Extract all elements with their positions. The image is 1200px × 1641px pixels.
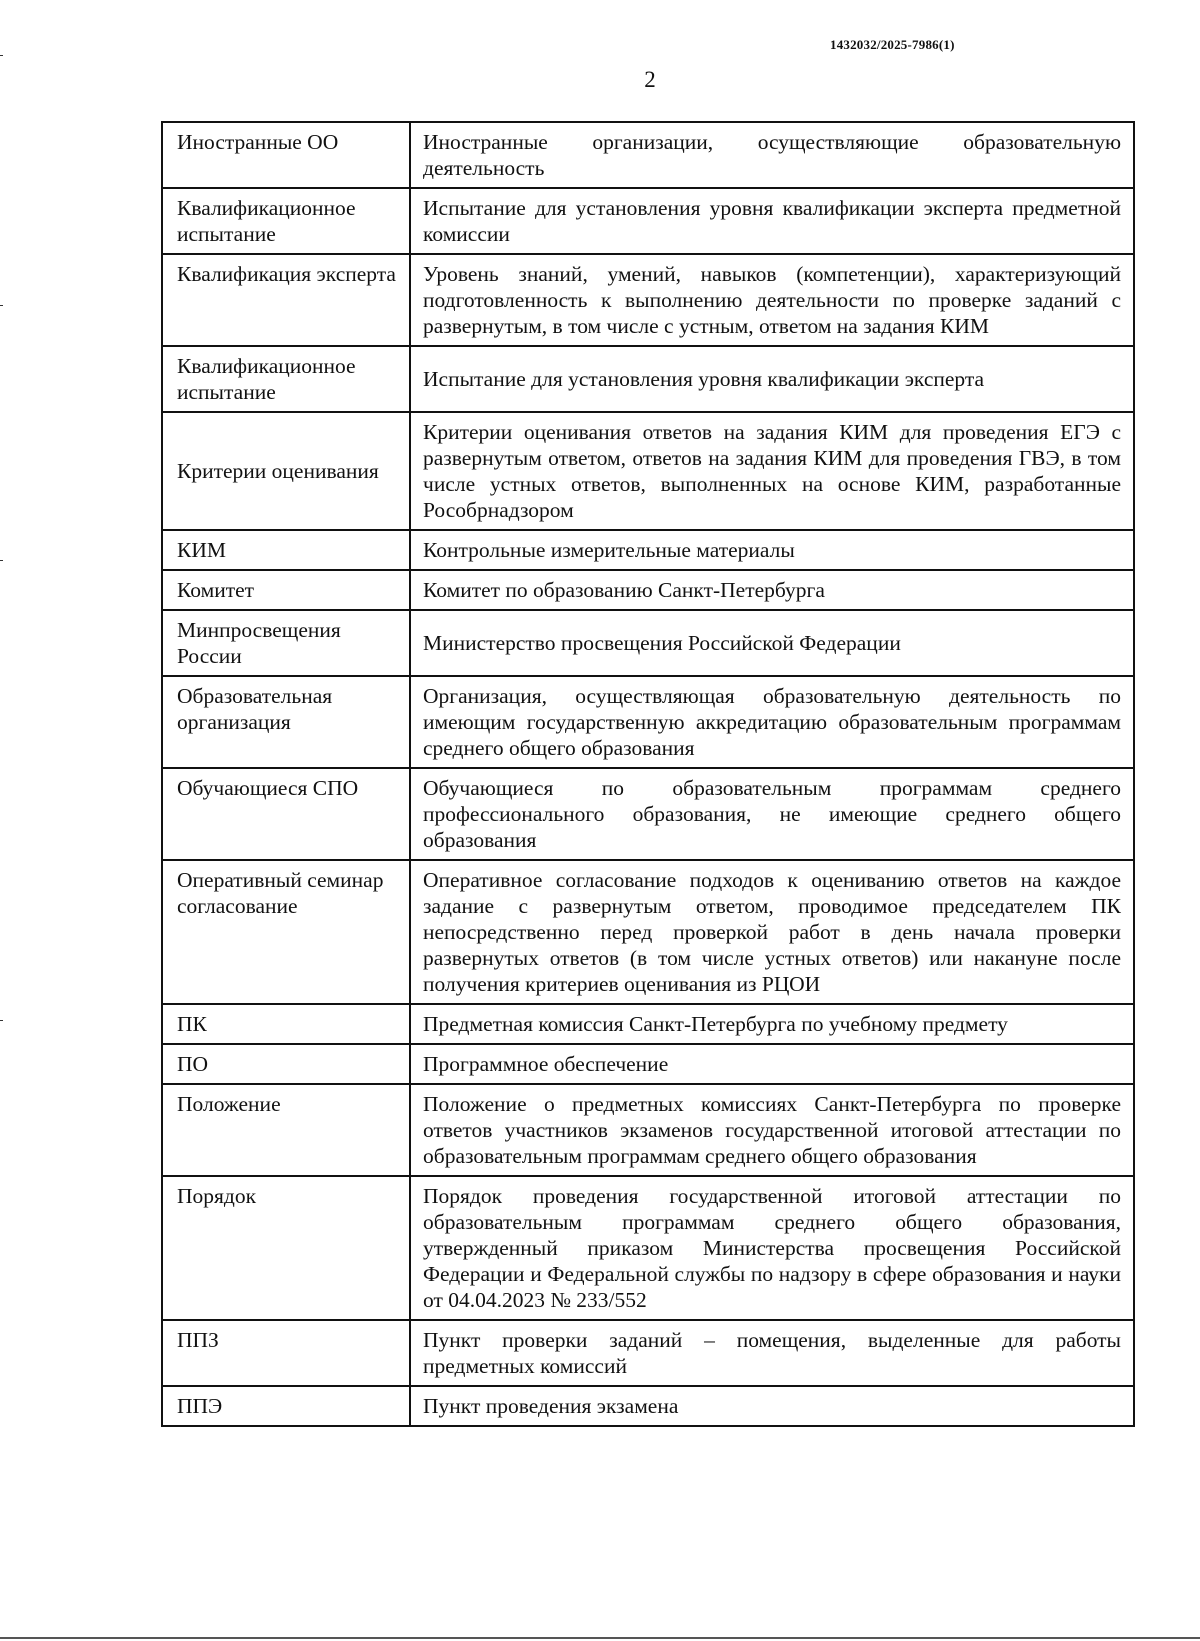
definition-cell: Оперативное согласование подходов к оцениванию ответов на каждое задание с развернутым ответом, проводимое председателем ПК непосредственно перед проверкой работ в день начала проверки развернутых ответов (в том числе устных ответов) или накануне после получения критериев оценивания из РЦОИ bbox=[410, 860, 1134, 1004]
table-row bbox=[162, 676, 1134, 768]
definition-cell: Иностранные организации, осуществляющие образовательную деятельность bbox=[410, 122, 1134, 188]
term-cell: Квалификация эксперта bbox=[162, 254, 410, 346]
scan-edge-mark bbox=[0, 560, 3, 561]
table-row bbox=[162, 1386, 1134, 1426]
table-row bbox=[162, 1044, 1134, 1084]
term-cell: Образовательная организация bbox=[162, 676, 410, 768]
term-cell: Минпросвещения России bbox=[162, 610, 410, 676]
definition-cell: Министерство просвещения Российской Федерации bbox=[410, 610, 1134, 676]
table-row bbox=[162, 346, 1134, 412]
scan-edge-mark bbox=[0, 1020, 3, 1021]
term-cell: ПК bbox=[162, 1004, 410, 1044]
definition-cell: Положение о предметных комиссиях Санкт-Петербурга по проверке ответов участников экзаменов государственной итоговой аттестации по образовательным программам среднего общего образования bbox=[410, 1084, 1134, 1176]
glossary-table bbox=[161, 121, 1135, 1427]
table-row bbox=[162, 188, 1134, 254]
table-row bbox=[162, 860, 1134, 1004]
definition-cell: Организация, осуществляющая образовательную деятельность по имеющим государственную аккредитацию образовательным программам среднего общего образования bbox=[410, 676, 1134, 768]
term-cell: Квалификационное испытание bbox=[162, 188, 410, 254]
table-row bbox=[162, 768, 1134, 860]
definition-cell: Контрольные измерительные материалы bbox=[410, 530, 1134, 570]
page-number: 2 bbox=[644, 67, 656, 92]
definition-cell: Критерии оценивания ответов на задания КИМ для проведения ЕГЭ с развернутым ответом, ответов на задания КИМ для проведения ГВЭ, в том числе устных ответов, выполненных на основе КИМ, разработанные Рособрнадзором bbox=[410, 412, 1134, 530]
document-number: 1432032/2025-7986(1) bbox=[830, 37, 955, 52]
definition-cell: Предметная комиссия Санкт-Петербурга по учебному предмету bbox=[410, 1004, 1134, 1044]
table-row bbox=[162, 412, 1134, 530]
definition-cell: Комитет по образованию Санкт-Петербурга bbox=[410, 570, 1134, 610]
definition-cell: Программное обеспечение bbox=[410, 1044, 1134, 1084]
term-cell: Обучающиеся СПО bbox=[162, 768, 410, 860]
definition-cell: Пункт проверки заданий – помещения, выделенные для работы предметных комиссий bbox=[410, 1320, 1134, 1386]
table-row bbox=[162, 1176, 1134, 1320]
term-cell: Иностранные ОО bbox=[162, 122, 410, 188]
term-cell: Положение bbox=[162, 1084, 410, 1176]
term-cell: Оперативный семинар согласование bbox=[162, 860, 410, 1004]
table-row bbox=[162, 1004, 1134, 1044]
definition-cell: Уровень знаний, умений, навыков (компетенции), характеризующий подготовленность к выполнению деятельности по проверке заданий с развернутым, в том числе с устным, ответом на задания КИМ bbox=[410, 254, 1134, 346]
scan-edge-mark bbox=[0, 55, 3, 56]
definition-cell: Пункт проведения экзамена bbox=[410, 1386, 1134, 1426]
term-cell: Порядок bbox=[162, 1176, 410, 1320]
term-cell: Критерии оценивания bbox=[162, 412, 410, 530]
term-cell: ППЭ bbox=[162, 1386, 410, 1426]
term-cell: КИМ bbox=[162, 530, 410, 570]
definition-cell: Обучающиеся по образовательным программам среднего профессионального образования, не имеющие среднего общего образования bbox=[410, 768, 1134, 860]
table-row bbox=[162, 1320, 1134, 1386]
scan-bottom-edge bbox=[0, 1637, 1200, 1639]
definition-cell: Испытание для установления уровня квалификации эксперта предметной комиссии bbox=[410, 188, 1134, 254]
term-cell: Комитет bbox=[162, 570, 410, 610]
definition-cell: Испытание для установления уровня квалификации эксперта bbox=[410, 346, 1134, 412]
table-row bbox=[162, 254, 1134, 346]
table-row bbox=[162, 122, 1134, 188]
definition-cell: Порядок проведения государственной итоговой аттестации по образовательным программам среднего общего образования, утвержденный приказом Министерства просвещения Российской Федерации и Федеральной службы по надзору в сфере образования и науки от 04.04.2023 № 233/552 bbox=[410, 1176, 1134, 1320]
scan-edge-mark bbox=[0, 305, 3, 306]
table-row bbox=[162, 1084, 1134, 1176]
table-row bbox=[162, 530, 1134, 570]
term-cell: Квалификационное испытание bbox=[162, 346, 410, 412]
term-cell: ППЗ bbox=[162, 1320, 410, 1386]
table-row bbox=[162, 610, 1134, 676]
term-cell: ПО bbox=[162, 1044, 410, 1084]
table-row bbox=[162, 570, 1134, 610]
